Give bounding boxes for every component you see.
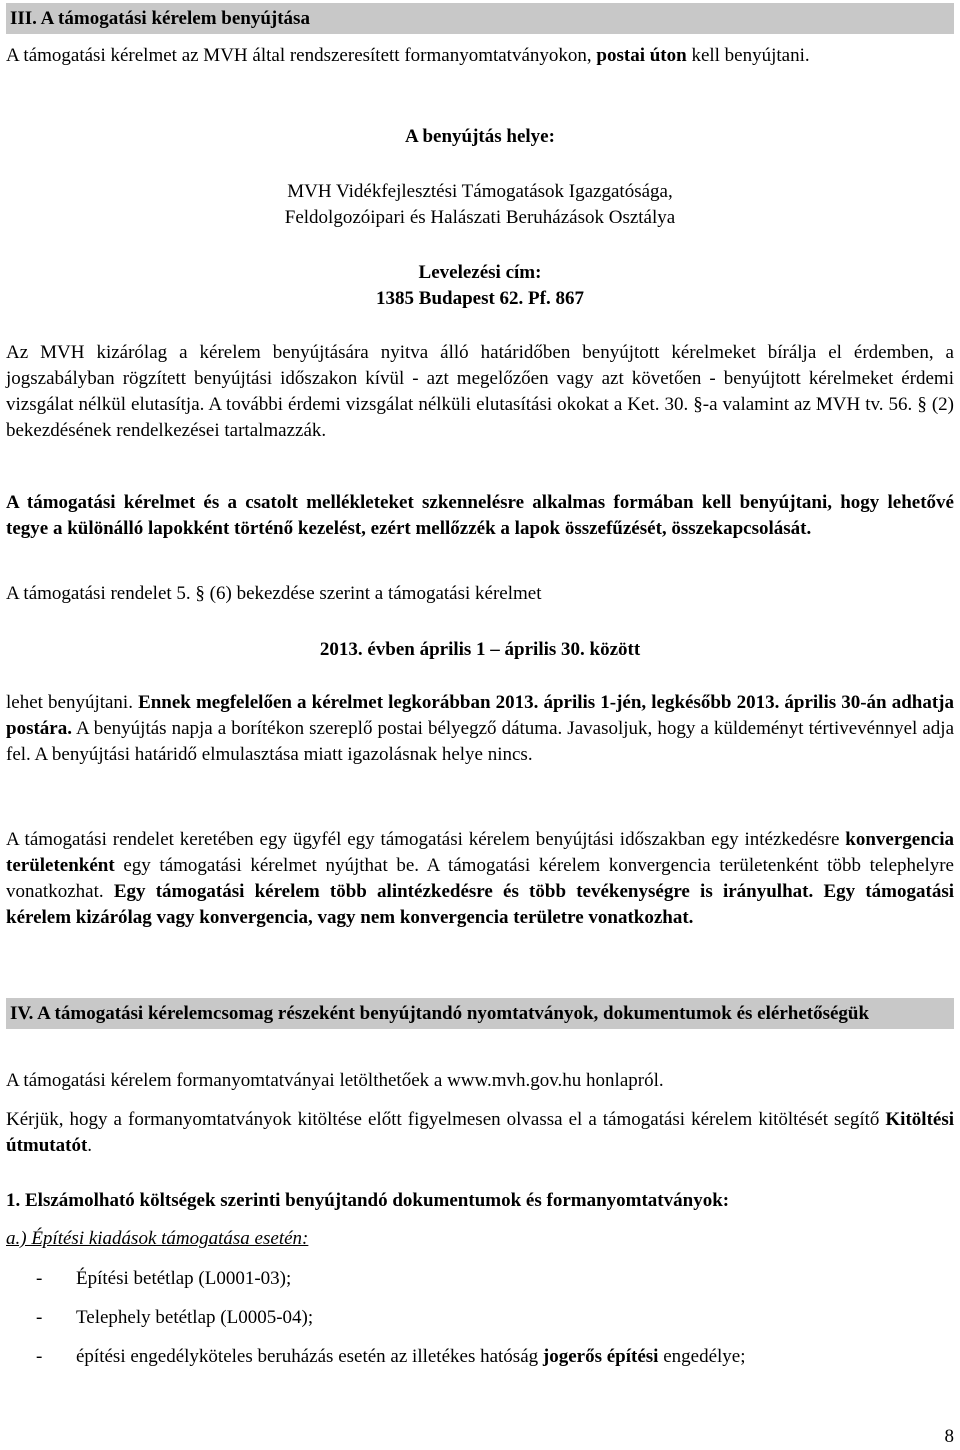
deadline-paragraph: [6, 690, 954, 768]
submission-place-line-2: Feldolgozóipari és Halászati Beruházások Osztálya: [284, 207, 676, 228]
submission-place-line-1: MVH Vidékfejlesztési Támogatások Igazgatósága,: [287, 181, 673, 202]
list-item-text-c: engedélye;: [663, 1346, 746, 1367]
intro-text-c: kell benyújtani.: [691, 45, 810, 66]
submission-period: 2013. évben április 1 – április 30. között: [319, 639, 641, 660]
convergence-text-bold: konvergencia területenként: [6, 829, 955, 876]
deadline-text-a: lehet benyújtani.: [6, 692, 133, 713]
list-bullet: -: [36, 1307, 43, 1328]
guide-text-bold: Kitöltési útmutatót: [6, 1109, 955, 1156]
list-item-text-a: építési engedélyköteles beruházás esetén az illetékes hatóság: [76, 1346, 539, 1367]
convergence-text-c: egy támogatási kérelmet nyújthat be. A támogatási kérelem konvergencia területenként több telephelyre vonatkozhat.: [6, 855, 954, 902]
intro-text-bold: postai úton: [596, 45, 687, 66]
sub-a-heading: [6, 1226, 954, 1252]
page-number: 8: [944, 1426, 954, 1447]
convergence-text-d: Egy támogatási kérelem több alintézkedésre és több tevékenységre is irányulhat. Egy támogatási kérelem kizárólag vagy konvergencia, vagy nem konvergencia területre vonatkozhat.: [6, 881, 954, 928]
list-item-text: Építési betétlap (L0001-03);: [76, 1268, 292, 1289]
convergence-text-a: A támogatási rendelet keretében egy ügyfél egy támogatási kérelem benyújtási időszakban egy intézkedésre: [6, 829, 840, 850]
list-item-text-bold: jogerős építési: [542, 1346, 659, 1367]
intro-text-a: A támogatási kérelmet az MVH által rendszeresített formanyomtatványokon,: [6, 45, 592, 66]
deadline-text-c: A benyújtás napja a borítékon szereplő postai bélyegző dátuma. Javasoljuk, hogy a küldeményt tértivevénnyel adja fel. A benyújtási határidő elmulasztása miatt igazolásnak helye nincs.: [6, 718, 954, 765]
deadline-text-bold: Ennek megfelelően a kérelmet legkorábban 2013. április 1-jén, legkésőbb 2013. április 30-án adhatja postára.: [6, 692, 954, 739]
list-item-text: Telephely betétlap (L0005-04);: [76, 1307, 314, 1328]
list-bullet: -: [36, 1346, 43, 1367]
guide-text-c: .: [87, 1135, 93, 1156]
section-3-heading: III. A támogatási kérelem benyújtása: [6, 3, 954, 34]
download-paragraph: A támogatási kérelem formanyomtatványai letölthetőek a www.mvh.gov.hu honlapról.: [6, 1070, 664, 1091]
sub-a-heading-text: a.) Építési kiadások támogatása esetén:: [6, 1228, 309, 1249]
convergence-paragraph: [6, 827, 954, 931]
mail-address: 1385 Budapest 62. Pf. 867: [376, 288, 584, 309]
scan-paragraph: A támogatási kérelmet és a csatolt mellékleteket szkennelésre alkalmas formában kell benyújtani, hogy lehetővé tegye a különálló lapokként történő kezelést, ezért mellőzzék a lapok összefűzését, összekapcsolását.: [6, 492, 954, 539]
guide-text-a: Kérjük, hogy a formanyomtatványok kitöltése előtt figyelmesen olvassa el a támogatási kérelem kitöltését segítő: [6, 1109, 880, 1130]
mail-address-heading: Levelezési cím:: [418, 262, 542, 283]
section-3: [6, 3, 954, 34]
submission-place-heading: A benyújtás helye:: [405, 126, 555, 147]
review-paragraph: Az MVH kizárólag a kérelem benyújtására nyitva álló határidőben benyújtott kérelmeket bírálja el érdemben, a jogszabályban rögzített benyújtási időszakon kívül - azt megelőzően vagy azt követően - benyújtott kérelmeket érdemi vizsgálat nélkül elutasítja. A további érdemi vizsgálat nélküli elutasítási okokat a Ket. 30. §-a valamint az MVH tv. 56. § (2) bekezdésének rendelkezései tartalmazzák.: [6, 342, 954, 441]
section-4: [6, 998, 954, 1029]
section-4-heading: IV. A támogatási kérelemcsomag részeként benyújtandó nyomtatványok, dokumentumok és elérhetőségük: [6, 998, 954, 1029]
guide-paragraph: [6, 1107, 954, 1159]
item-1-heading: 1. Elszámolható költségek szerinti benyújtandó dokumentumok és formanyomtatványok:: [6, 1190, 730, 1211]
rendelet-paragraph: A támogatási rendelet 5. § (6) bekezdése szerint a támogatási kérelmet: [6, 583, 542, 604]
list-bullet: -: [36, 1268, 43, 1289]
list-item-text: [76, 1344, 746, 1370]
intro-paragraph: [6, 43, 954, 69]
